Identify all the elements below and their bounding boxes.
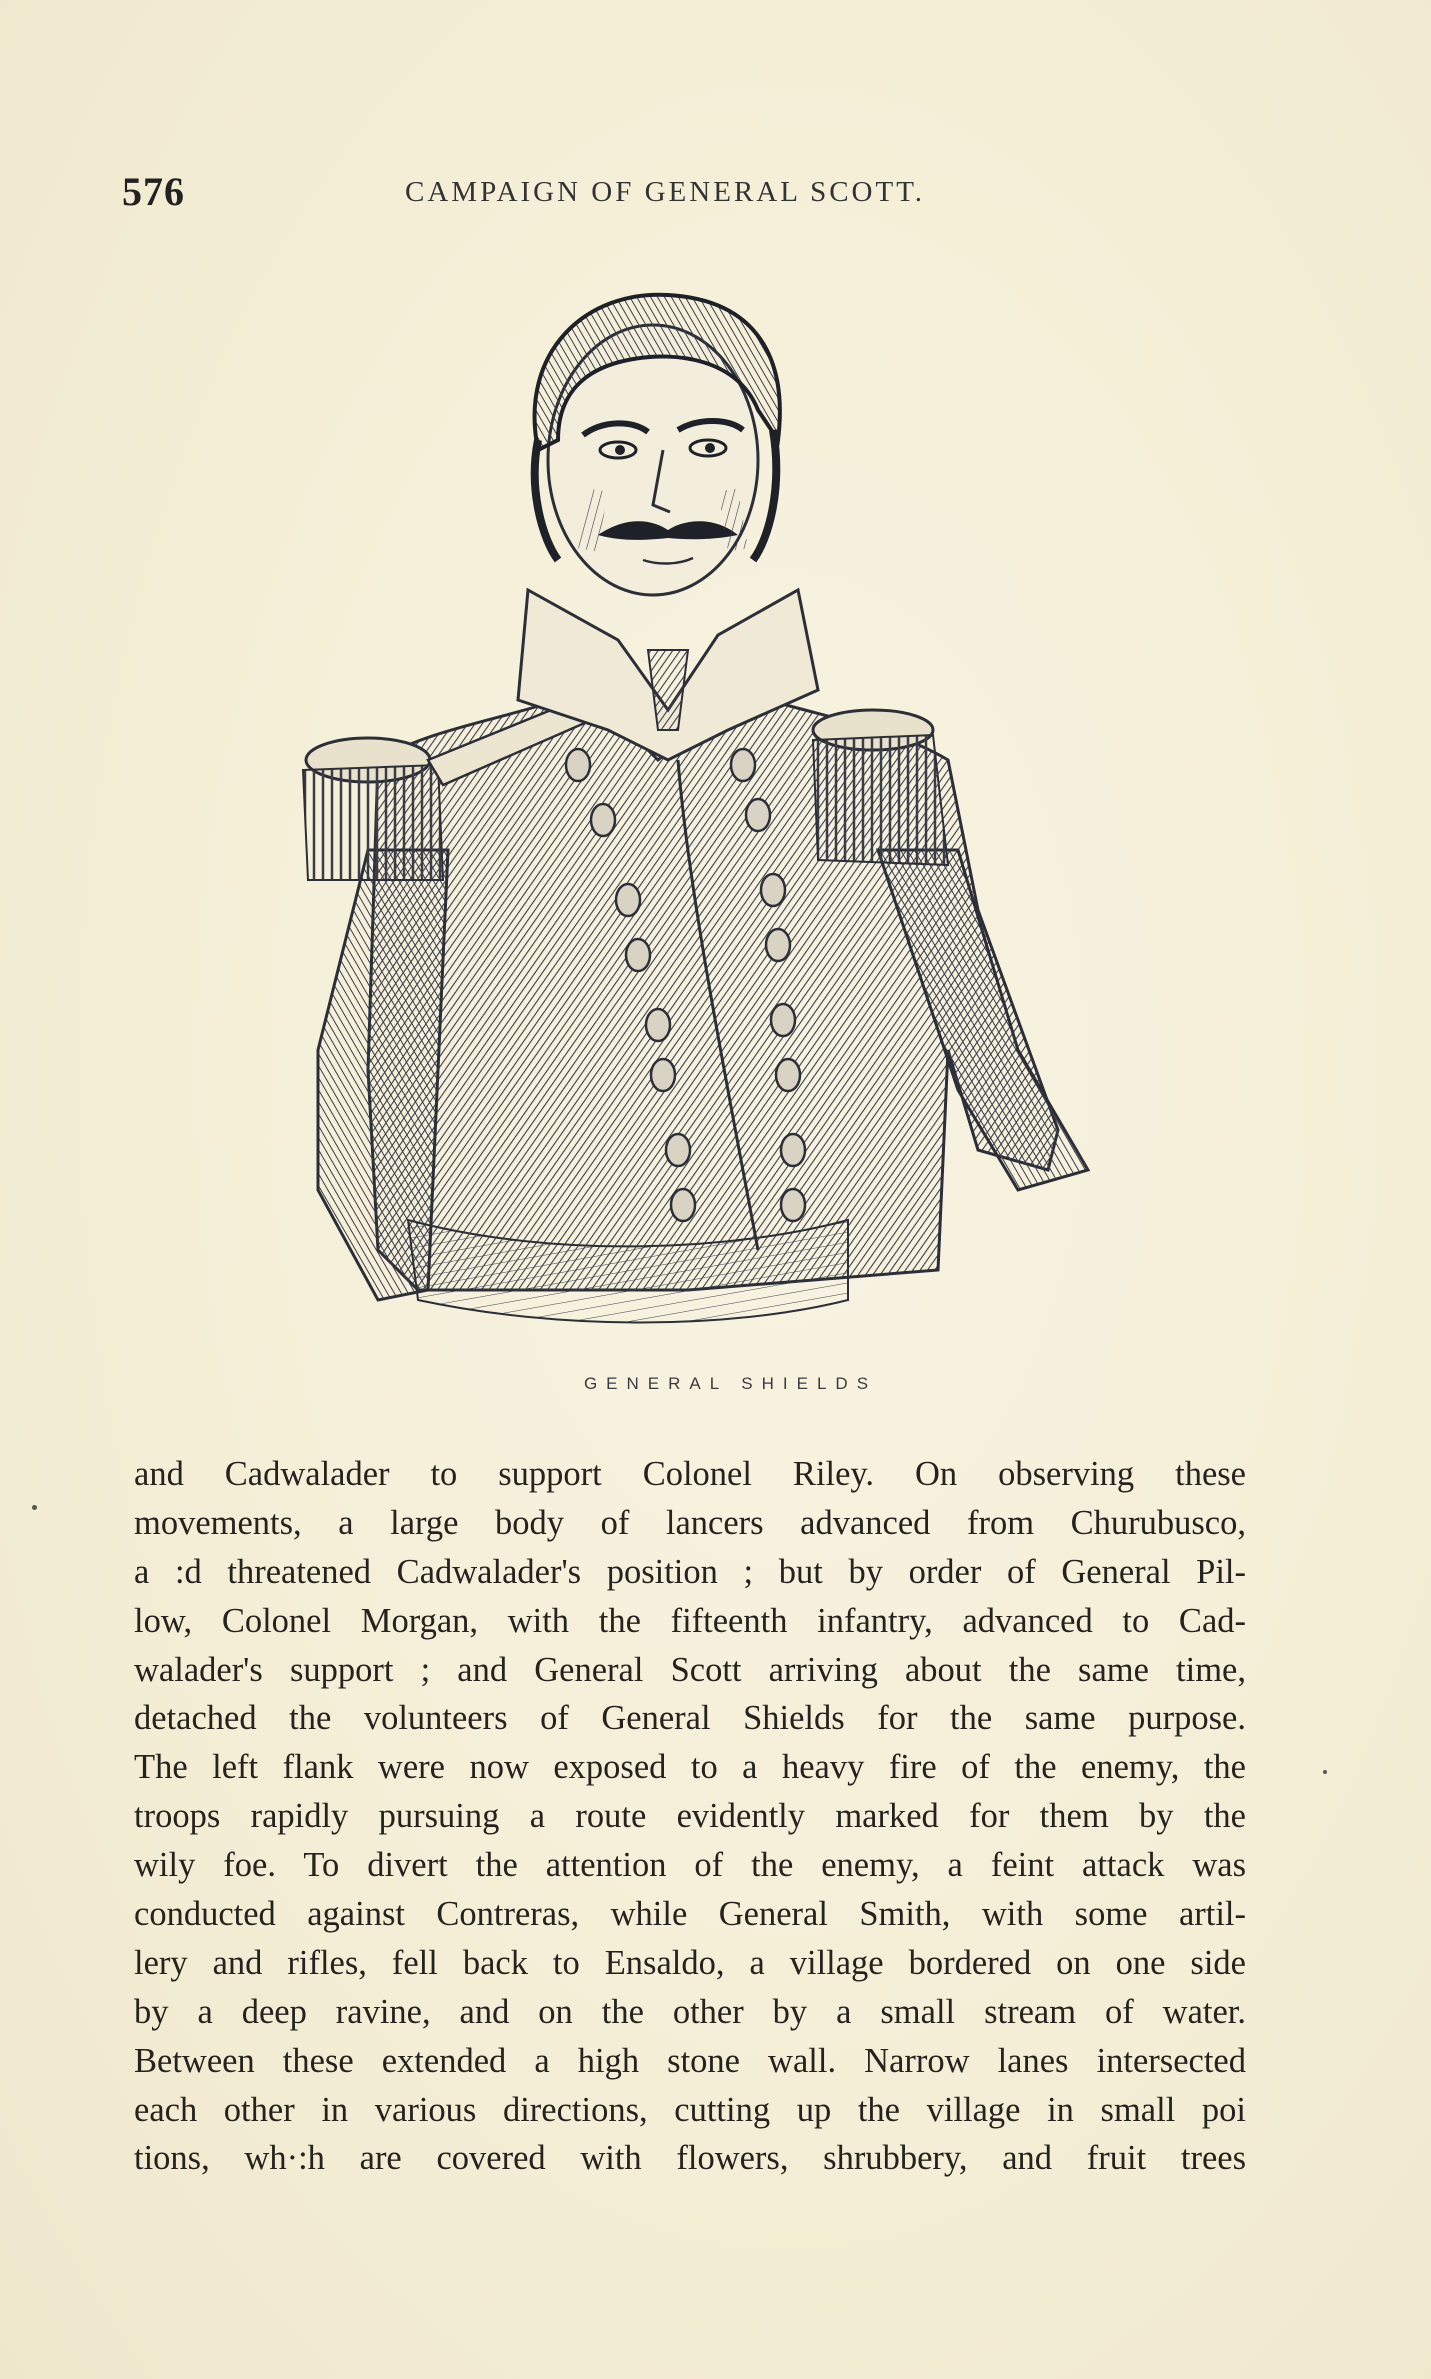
portrait-engraving: [258, 290, 1098, 1365]
right-epaulette: [813, 710, 948, 865]
text-line: The left flank were now exposed to a heavy fire of the enemy, the: [134, 1748, 1246, 1787]
text-line: a :d threatened Cadwalader's position ; but by order of General Pil-: [134, 1552, 1246, 1591]
print-speck: [1323, 1770, 1327, 1774]
text-line: wily foe. To divert the attention of the enemy, a feint attack was: [134, 1846, 1246, 1885]
text-line: by a deep ravine, and on the other by a small stream of water.: [134, 1992, 1246, 2031]
text-line: Between these extended a high stone wall. Narrow lanes intersected: [134, 2041, 1246, 2080]
text-line: walader's support ; and General Scott arriving about the same time,: [134, 1650, 1246, 1689]
running-head: CAMPAIGN OF GENERAL SCOTT.: [405, 176, 926, 208]
head: [535, 295, 780, 595]
text-line: movements, a large body of lancers advanced from Churubusco,: [134, 1503, 1246, 1542]
page-number: 576: [122, 169, 185, 214]
left-epaulette: [303, 738, 443, 880]
text-line: low, Colonel Morgan, with the fifteenth infantry, advanced to Cad-: [134, 1601, 1246, 1640]
text-line: lery and rifles, fell back to Ensaldo, a village bordered on one side: [134, 1943, 1246, 1982]
figure-caption: GENERAL SHIELDS: [583, 1374, 878, 1393]
text-line: and Cadwalader to support Colonel Riley. On observing these: [134, 1455, 1246, 1493]
page-header: [0, 168, 1431, 218]
print-speck: [32, 1505, 37, 1510]
text-line: each other in various directions, cutting up the village in small poi: [134, 2090, 1246, 2129]
body-text: [134, 1450, 1246, 2183]
text-line: troops rapidly pursuing a route evidently marked for them by the: [134, 1797, 1246, 1836]
text-line: conducted against Contreras, while General Smith, with some artil-: [134, 1895, 1246, 1934]
text-line: tions, wh·:h are covered with flowers, shrubbery, and fruit trees: [134, 2139, 1246, 2178]
text-line: detached the volunteers of General Shields for the same purpose.: [134, 1699, 1246, 1738]
